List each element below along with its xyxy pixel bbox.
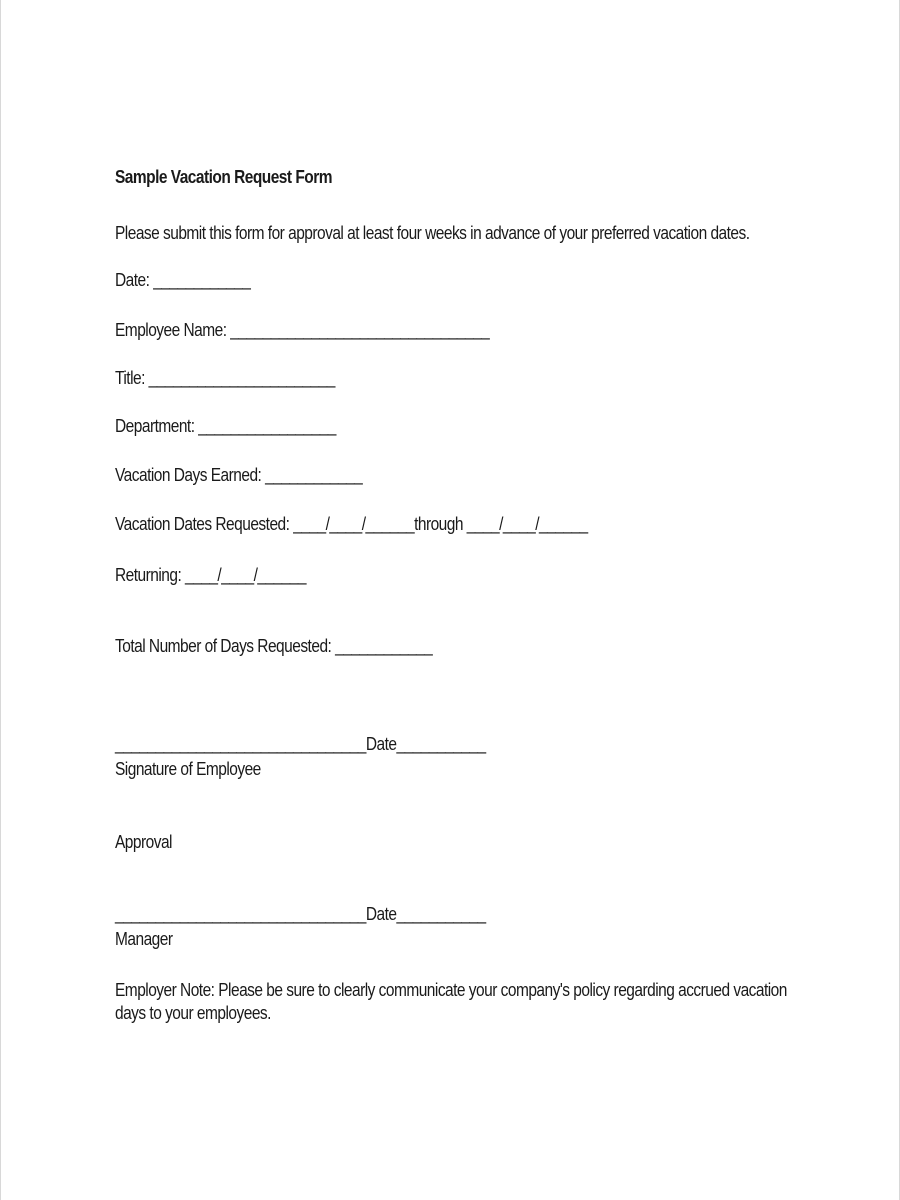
vacation-days-earned-field: Vacation Days Earned: ____________ [115,465,363,485]
title-field: Title: _______________________ [115,368,335,388]
employee-name-field: Employee Name: ________________________________ [115,320,490,340]
total-days-field: Total Number of Days Requested: ____________ [115,636,433,656]
intro-text: Please submit this form for approval at least four weeks in advance of your preferred vacation dates. [115,223,750,243]
employee-signature-label: Signature of Employee [115,759,261,779]
employer-note-line-1: Employer Note: Please be sure to clearly communicate your company's policy regarding accrued vacation [115,980,787,1000]
approval-heading: Approval [115,832,172,852]
returning-field: Returning: ____/____/______ [115,565,306,585]
employee-signature-line: _______________________________Date___________ [115,734,486,754]
vacation-dates-requested-field: Vacation Dates Requested: ____/____/______through ____/____/______ [115,514,588,534]
form-title: Sample Vacation Request Form [115,167,332,187]
department-field: Department: _________________ [115,416,336,436]
employer-note-line-2: days to your employees. [115,1003,271,1023]
date-field: Date: ____________ [115,270,251,290]
manager-signature-line: _______________________________Date___________ [115,904,486,924]
manager-signature-label: Manager [115,929,173,949]
